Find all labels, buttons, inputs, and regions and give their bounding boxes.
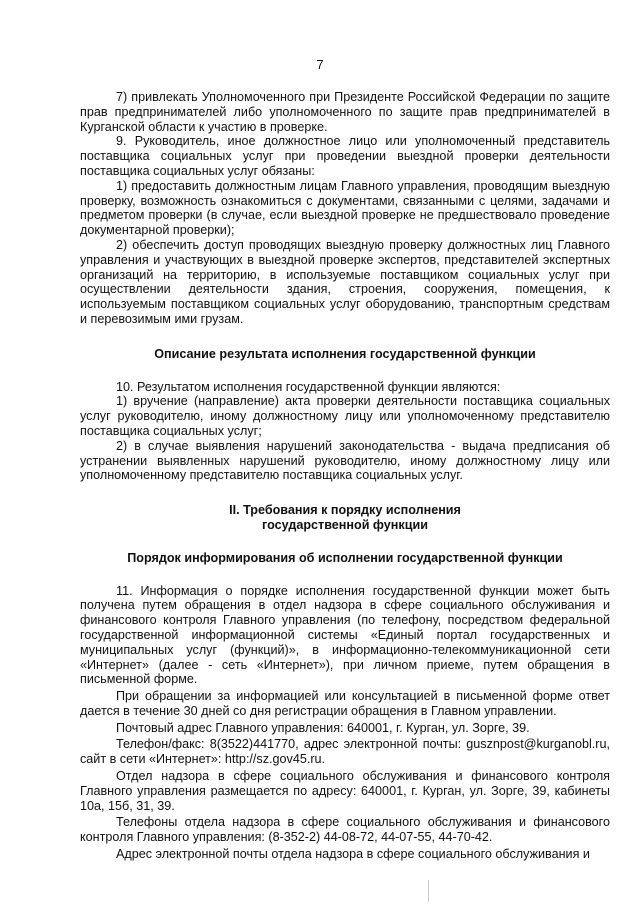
section-heading-line-2: государственной функции xyxy=(262,517,428,532)
paragraph: Телефон/факс: 8(3522)441770, адрес электронной почты: gusznpost@kurganobl.ru, сайт в сети «Интернет»: http://sz.gov45.ru. xyxy=(80,737,610,767)
paragraph: 1) предоставить должностным лицам Главного управления, проводящим выездную проверку, возможность ознакомиться с документами, связанными с целями, задачами и предметом проверки (в случае, если выездной проверке не предшествовало проведение документарной проверки); xyxy=(80,178,610,238)
paragraph: При обращении за информацией или консультацией в письменной форме ответ дается в течение 30 дней со дня регистрации обращения в Главном управлении. xyxy=(80,689,610,718)
paragraph: 10. Результатом исполнения государственной функции являются: xyxy=(116,379,501,394)
section-heading-line-1: II. Требования к порядку исполнения xyxy=(229,503,461,518)
heading-info: Порядок информирования об исполнении государственной функции xyxy=(127,550,563,565)
paragraph: 7) привлекать Уполномоченного при Президенте Российской Федерации по защите прав предпринимателей либо уполномоченного по защите прав предпринимателей в Курганской области к участию в проверке. xyxy=(80,90,610,134)
paragraph: Телефоны отдела надзора в сфере социального обслуживания и финансового контроля Главного управления: (8-352-2) 44-08-72, 44-07-55, 44-70-42. xyxy=(80,815,610,845)
paragraph: 11. Информация о порядке исполнения государственной функции может быть получена путем обращения в отдел надзора в сфере социального обслуживания и финансового контроля Главного управления (по телефону, посредством федеральной государственной информационной системы «Единый портал государственных и муниципальных услуг (функций)», в информационно-телекоммуникационной сети «Интернет» (далее - сеть «Интернет»), при личном приеме, путем обращения в письменной форме. xyxy=(80,583,610,687)
heading-result: Описание результата исполнения государственной функции xyxy=(154,346,536,361)
scan-mark xyxy=(428,880,433,902)
paragraph: Адрес электронной почты отдела надзора в сфере социального обслуживания и xyxy=(116,847,590,862)
section-heading xyxy=(80,503,610,533)
paragraph: 9. Руководитель, иное должностное лицо или уполномоченный представитель поставщика социальных услуг при проведении выездной проверки деятельности поставщика социальных услуг обязаны: xyxy=(80,134,610,178)
paragraph: Почтовый адрес Главного управления: 640001, г. Курган, ул. Зорге, 39. xyxy=(116,720,530,735)
paragraph: 1) вручение (направление) акта проверки деятельности поставщика социальных услуг руководителю, иному должностному лицу или уполномоченному представителю поставщика социальных услуг; xyxy=(80,394,610,438)
paragraph: Отдел надзора в сфере социального обслуживания и финансового контроля Главного управления размещается по адресу: 640001, г. Курган, ул. Зорге, 39, кабинеты 10а, 15б, 31, 39. xyxy=(80,769,610,813)
page-number: 7 xyxy=(316,57,324,72)
paragraph: 2) в случае выявления нарушений законодательства - выдача предписания об устранении выявленных нарушений руководителю, иному должностному лицу или уполномоченному представителю поставщика социальных услуг. xyxy=(80,438,610,483)
document-body xyxy=(80,90,610,862)
paragraph: 2) обеспечить доступ проводящих выездную проверку должностных лиц Главного управления и участвующих в выездной проверке экспертов, представителей экспертных организаций на территорию, в используемые поставщиком социальных услуг при осуществлении деятельности здания, строения, сооружения, помещения, к используемым поставщиком социальных услуг оборудованию, транспортным средствам и перевозимым ими грузам. xyxy=(80,237,610,326)
